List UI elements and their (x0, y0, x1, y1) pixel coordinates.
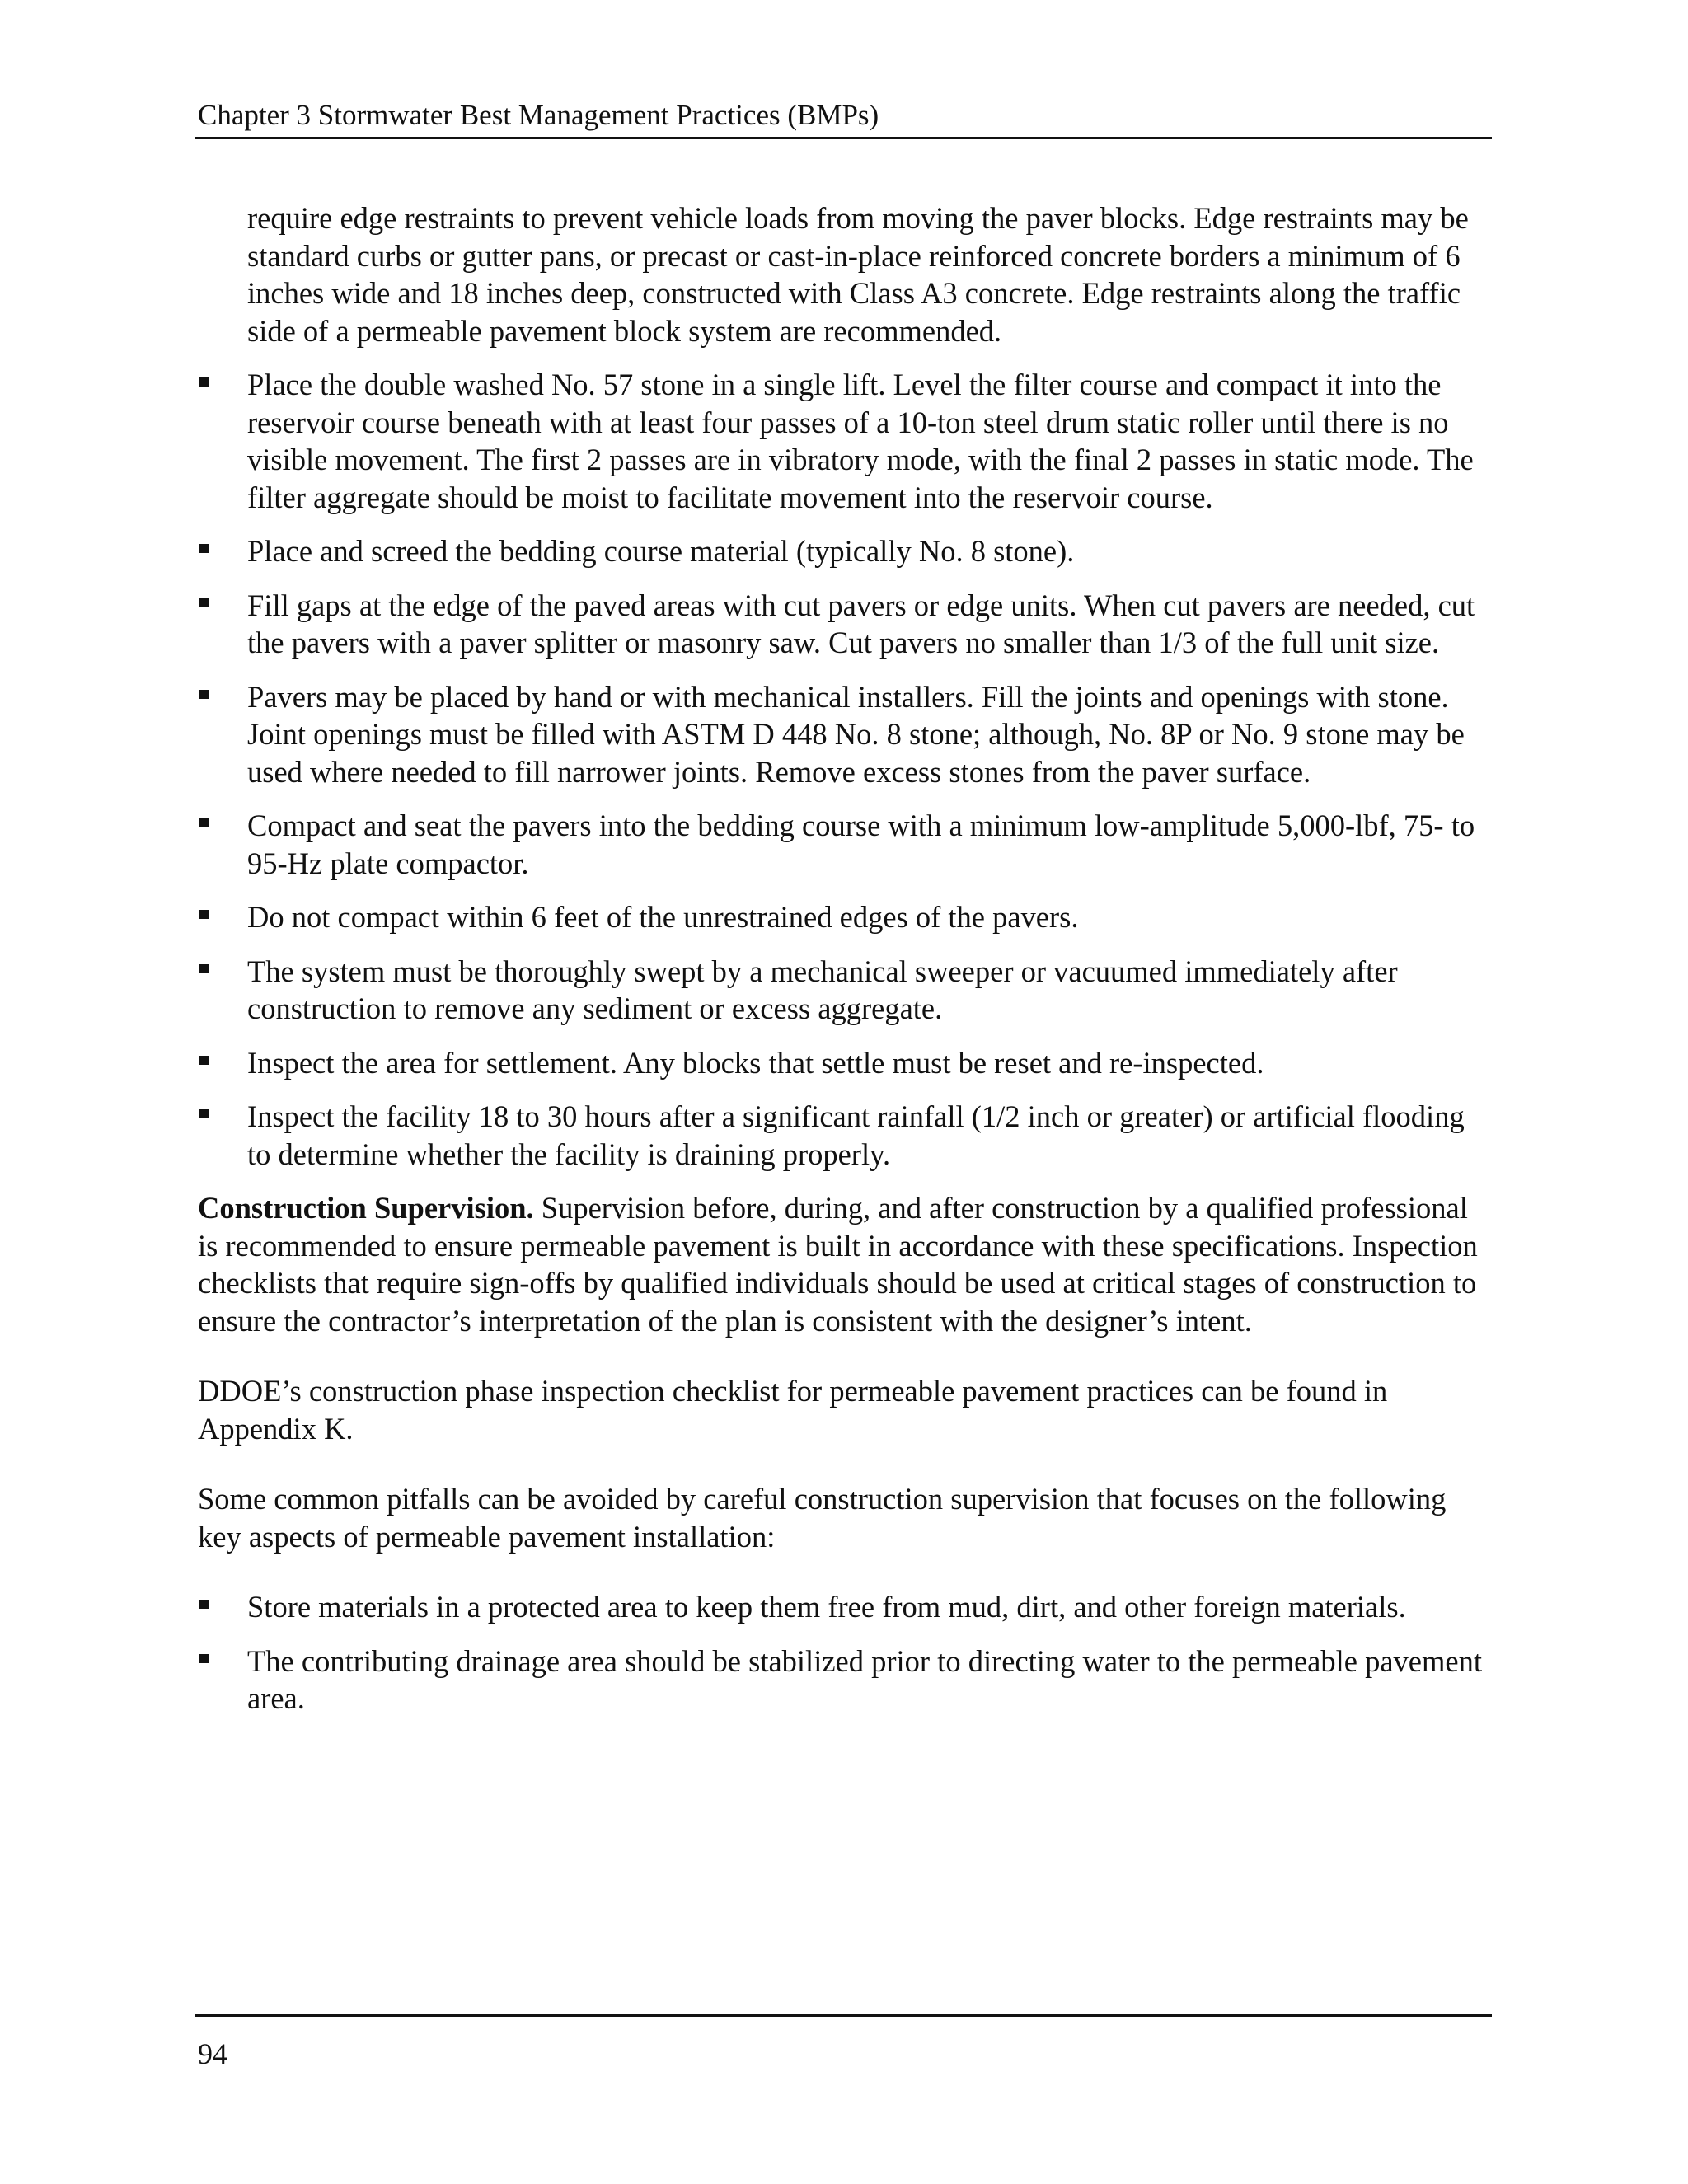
list-item-text: The system must be thoroughly swept by a mechanical sweeper or vacuumed immediately after construction to remove any sediment or excess aggregate. (247, 954, 1398, 1025)
square-bullet-icon (199, 964, 209, 973)
list-item-text: Inspect the area for settlement. Any blocks that settle must be reset and re-inspected. (247, 1045, 1264, 1080)
list-item (198, 1643, 1492, 1718)
square-bullet-icon (199, 598, 209, 607)
list-item (198, 807, 1492, 882)
footer-rule (195, 2014, 1492, 2017)
construction-steps-list (198, 366, 1492, 1173)
square-bullet-icon (199, 818, 209, 827)
page-number: 94 (198, 2037, 227, 2070)
square-bullet-icon (199, 1600, 209, 1609)
square-bullet-icon (199, 377, 209, 387)
list-item (198, 953, 1492, 1028)
list-item-text: Place and screed the bedding course material (typically No. 8 stone). (247, 534, 1075, 568)
list-item (198, 532, 1492, 570)
list-item-text: Store materials in a protected area to keep them free from mud, dirt, and other foreign materials. (247, 1590, 1406, 1624)
section-run-in-heading: Construction Supervision. (198, 1191, 534, 1225)
header-rule (195, 137, 1492, 139)
list-item (198, 587, 1492, 662)
body-text (198, 199, 1492, 1734)
list-item-text: The contributing drainage area should be stabilized prior to directing water to the permeable pavement area. (247, 1643, 1482, 1715)
construction-supervision-paragraph (198, 1189, 1492, 1339)
running-header: Chapter 3 Stormwater Best Management Practices (BMPs) (198, 99, 879, 131)
list-item-text: Pavers may be placed by hand or with mechanical installers. Fill the joints and openings with stone. Joint openings must be filled with ASTM D 448 No. 8 stone; although, No. 8P or No. 9 stone may be used where needed to fill narrower joints. Remove excess stones from the paver surface. (247, 679, 1465, 789)
square-bullet-icon (199, 1109, 209, 1118)
pitfalls-intro-paragraph: Some common pitfalls can be avoided by careful construction supervision that focuses on the following key aspects of permeable pavement installation: (198, 1482, 1447, 1554)
ddoe-checklist-paragraph: DDOE’s construction phase inspection checklist for permeable pavement practices can be found in Appendix K. (198, 1374, 1388, 1446)
paragraph-text: Supervision before, during, and after construction by a qualified professional is recommended to ensure permeable pavement is built in accordance with these specifications. Inspection checklists that require sign-offs by qualified individuals should be used at critical stages of construction to ensure the contractor’s interpretation of the plan is consistent with the designer’s intent. (198, 1191, 1478, 1338)
continued-bullet-text: require edge restraints to prevent vehicle loads from moving the paver blocks. Edge restraints may be standard curbs or gutter pans, or precast or cast-in-place reinforced concrete borders a minimum of 6 inches wide and 18 inches deep, constructed with Class A3 concrete. Edge restraints along the traffic side of a permeable pavement block system are recommended. (247, 201, 1469, 348)
list-item-text: Place the double washed No. 57 stone in a single lift. Level the filter course and compact it into the reservoir course beneath with at least four passes of a 10-ton steel drum static roller until there is no visible movement. The first 2 passes are in vibratory mode, with the final 2 passes in static mode. The filter aggregate should be moist to facilitate movement into the reservoir course. (247, 368, 1474, 514)
list-item-text: Compact and seat the pavers into the bedding course with a minimum low-amplitude 5,000-lbf, 75- to 95-Hz plate compactor. (247, 808, 1475, 880)
list-item-text: Inspect the facility 18 to 30 hours after a significant rainfall (1/2 inch or greater) or artificial flooding to determine whether the facility is draining properly. (247, 1099, 1465, 1171)
list-item-text: Fill gaps at the edge of the paved areas with cut pavers or edge units. When cut pavers are needed, cut the pavers with a paver splitter or masonry saw. Cut pavers no smaller than 1/3 of the full unit size. (247, 588, 1475, 659)
list-item (198, 1044, 1492, 1082)
square-bullet-icon (199, 1056, 209, 1065)
list-item (198, 1588, 1492, 1626)
list-item (198, 898, 1492, 936)
list-item (198, 678, 1492, 791)
square-bullet-icon (199, 690, 209, 699)
square-bullet-icon (199, 910, 209, 919)
list-item (198, 1098, 1492, 1173)
square-bullet-icon (199, 1654, 209, 1663)
list-item-text: Do not compact within 6 feet of the unrestrained edges of the pavers. (247, 900, 1079, 934)
pitfalls-list (198, 1588, 1492, 1718)
list-item (198, 366, 1492, 516)
square-bullet-icon (199, 544, 209, 553)
